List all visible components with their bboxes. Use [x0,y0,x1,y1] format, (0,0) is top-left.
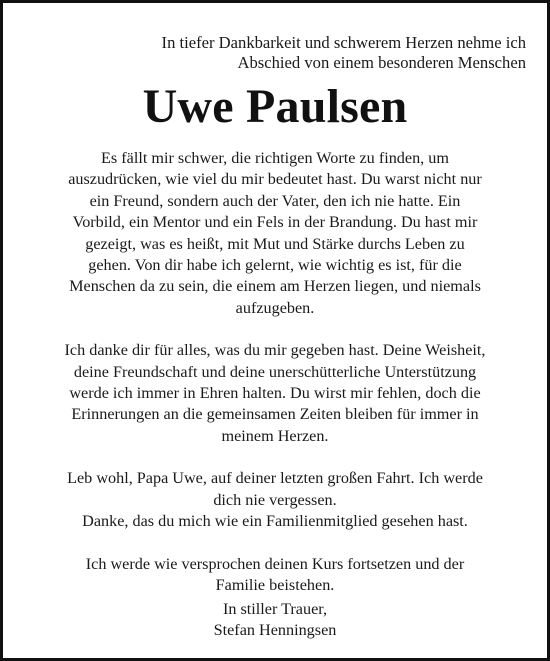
paragraph-4 [19,554,531,597]
paragraph-gap [19,447,531,468]
paragraph-2 [19,340,531,447]
text-line: Danke, das du mich wie ein Familienmitglied gesehen hast. [82,512,468,531]
text-line: Menschen da zu sein, die einem am Herzen liegen, und niemals [69,277,481,296]
paragraph-gap [19,319,531,340]
message-body [19,148,531,596]
text-line: auszudrücken, wie viel du mir bedeutet hast. Du warst nicht nur [68,170,482,189]
paragraph-gap [19,533,531,554]
paragraph-3 [19,468,531,532]
text-line: Ich danke dir für alles, was du mir gegeben hast. Deine Weisheit, [64,341,486,360]
text-line: Ich werde wie versprochen deinen Kurs fortsetzen und der [85,554,465,573]
paragraph-1 [19,148,531,319]
text-line: werde ich immer in Ehren halten. Du wirst mir fehlen, doch die [69,384,481,403]
text-line: Es fällt mir schwer, die richtigen Worte zu finden, um [101,149,449,167]
deceased-name: Uwe Paulsen [142,80,408,133]
intro-text [46,33,526,73]
text-line: Erinnerungen an die gemeinsamen Zeiten bleiben für immer in [71,405,479,424]
text-line: gezeigt, was es heißt, mit Mut und Stärke durchs Leben zu [85,234,465,253]
signature-closing: In stiller Trauer, [222,600,328,618]
signature-name: Stefan Henningsen [213,621,337,640]
text-line: aufzugeben. [235,298,315,317]
intro-line: Abschied von einem besonderen Menschen [237,53,526,72]
text-line: ein Freund, sondern auch der Vater, den ich nie hatte. Ein [89,191,461,210]
text-line: meinem Herzen. [221,426,329,445]
intro-line: In tiefer Dankbarkeit und schwerem Herzen nehme ich [161,33,526,52]
text-line: Familie beistehen. [215,575,335,594]
text-line: gehen. Von dir habe ich gelernt, wie wichtig es ist, für die [88,256,462,275]
text-line: deine Freundschaft und deine unerschütterliche Unterstützung [73,362,477,381]
signature-block [3,599,547,642]
text-line: Vorbild, ein Mentor und ein Fels in der Brandung. Du hast mir [72,213,478,232]
text-line: dich nie vergessen. [213,490,337,509]
text-line: Leb wohl, Papa Uwe, auf deiner letzten großen Fahrt. Ich werde [67,469,483,488]
